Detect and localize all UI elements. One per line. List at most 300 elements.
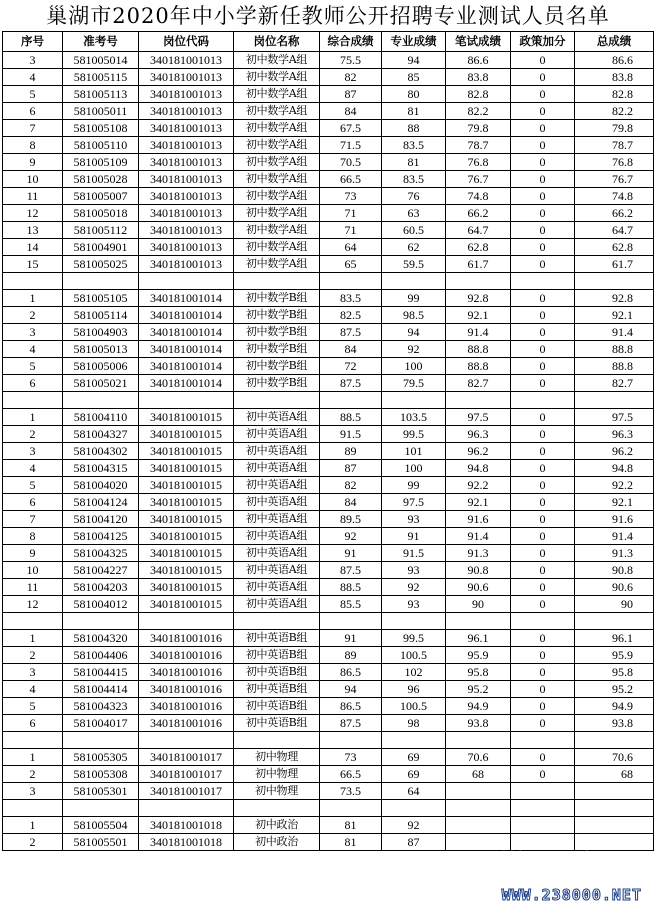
cell-policy: 0 [511,494,575,511]
cell-post-code: 340181001013 [139,239,234,256]
cell-composite: 88.5 [320,409,382,426]
cell-post-code: 340181001013 [139,188,234,205]
spacer-cell [575,392,654,409]
cell-written: 62.8 [446,239,511,256]
header-post-name: 岗位名称 [234,32,320,52]
cell-total: 76.7 [575,171,654,188]
cell-post-code: 340181001013 [139,222,234,239]
cell-post-name: 初中英语A组 [234,409,320,426]
cell-post-code: 340181001014 [139,307,234,324]
document-title: 巢湖市2020年中小学新任教师公开招聘专业测试人员名单 [46,4,610,28]
cell-seq: 3 [3,783,63,800]
cell-composite: 73 [320,749,382,766]
cell-exam-no: 581005006 [63,358,139,375]
cell-exam-no: 581004901 [63,239,139,256]
cell-post-code: 340181001015 [139,545,234,562]
cell-seq: 10 [3,171,63,188]
cell-post-name: 初中数学A组 [234,137,320,154]
cell-post-name: 初中数学A组 [234,239,320,256]
cell-total: 92.8 [575,290,654,307]
table-row [3,290,654,307]
cell-post-code: 340181001016 [139,647,234,664]
table-row [3,511,654,528]
cell-composite: 66.5 [320,766,382,783]
cell-post-name: 初中英语A组 [234,562,320,579]
cell-seq: 4 [3,460,63,477]
cell-seq: 2 [3,307,63,324]
cell-professional: 69 [382,766,446,783]
spacer-cell [139,732,234,749]
cell-professional: 76 [382,188,446,205]
spacer-cell [3,732,63,749]
cell-total: 95.8 [575,664,654,681]
header-written-score: 笔试成绩 [446,32,511,52]
cell-post-name: 初中英语A组 [234,579,320,596]
cell-professional: 92 [382,341,446,358]
cell-policy: 0 [511,222,575,239]
cell-post-name: 初中英语B组 [234,681,320,698]
group-spacer-row [3,392,654,409]
cell-professional: 69 [382,749,446,766]
spacer-cell [3,273,63,290]
group-spacer-row [3,732,654,749]
cell-post-code: 340181001015 [139,528,234,545]
cell-post-code: 340181001016 [139,698,234,715]
table-row [3,698,654,715]
cell-seq: 2 [3,766,63,783]
table-row [3,528,654,545]
cell-written: 74.8 [446,188,511,205]
cell-total: 82.7 [575,375,654,392]
cell-composite: 84 [320,341,382,358]
cell-professional: 100.5 [382,698,446,715]
cell-composite: 91.5 [320,426,382,443]
cell-professional: 97.5 [382,494,446,511]
spacer-cell [320,613,382,630]
cell-composite: 88.5 [320,579,382,596]
cell-written: 86.6 [446,52,511,69]
table-row [3,545,654,562]
cell-exam-no: 581005301 [63,783,139,800]
cell-professional: 64 [382,783,446,800]
cell-exam-no: 581005013 [63,341,139,358]
cell-seq: 6 [3,103,63,120]
table-row [3,443,654,460]
cell-post-code: 340181001013 [139,52,234,69]
cell-composite: 71.5 [320,137,382,154]
cell-policy: 0 [511,545,575,562]
spacer-cell [3,613,63,630]
cell-post-name: 初中数学A组 [234,69,320,86]
cell-total: 91.3 [575,545,654,562]
cell-post-name: 初中数学A组 [234,171,320,188]
cell-professional: 93 [382,562,446,579]
cell-total: 94.9 [575,698,654,715]
cell-written: 95.9 [446,647,511,664]
cell-total: 88.8 [575,358,654,375]
cell-total [575,817,654,834]
cell-total: 93.8 [575,715,654,732]
cell-post-code: 340181001015 [139,562,234,579]
cell-post-code: 340181001015 [139,426,234,443]
cell-total: 68 [575,766,654,783]
cell-composite: 66.5 [320,171,382,188]
table-row [3,256,654,273]
cell-post-name: 初中英语A组 [234,426,320,443]
cell-post-name: 初中物理 [234,783,320,800]
cell-post-code: 340181001015 [139,511,234,528]
header-policy-bonus: 政策加分 [511,32,575,52]
cell-professional: 98 [382,715,446,732]
table-row [3,630,654,647]
cell-post-name: 初中数学A组 [234,86,320,103]
cell-total: 96.3 [575,426,654,443]
cell-seq: 1 [3,409,63,426]
spacer-cell [446,273,511,290]
cell-total: 62.8 [575,239,654,256]
table-row [3,494,654,511]
spacer-cell [382,613,446,630]
cell-post-name: 初中数学B组 [234,341,320,358]
cell-composite: 81 [320,817,382,834]
cell-post-code: 340181001017 [139,766,234,783]
cell-policy: 0 [511,290,575,307]
cell-post-code: 340181001014 [139,290,234,307]
cell-exam-no: 581005110 [63,137,139,154]
forum-watermark [446,842,646,918]
cell-exam-no: 581005109 [63,154,139,171]
cell-exam-no: 581005014 [63,52,139,69]
spacer-cell [511,800,575,817]
table-row [3,120,654,137]
cell-written: 92.1 [446,307,511,324]
cell-written: 76.8 [446,154,511,171]
cell-written: 64.7 [446,222,511,239]
cell-total: 90.8 [575,562,654,579]
cell-professional: 81 [382,154,446,171]
cell-exam-no: 581004323 [63,698,139,715]
cell-policy: 0 [511,562,575,579]
cell-composite: 87.5 [320,375,382,392]
table-body [3,52,654,851]
spacer-cell [234,273,320,290]
cell-exam-no: 581005025 [63,256,139,273]
cell-composite: 83.5 [320,290,382,307]
spacer-cell [446,613,511,630]
cell-professional: 62 [382,239,446,256]
cell-professional: 100 [382,460,446,477]
cell-exam-no: 581004414 [63,681,139,698]
table-header-row [3,32,654,52]
cell-exam-no: 581004203 [63,579,139,596]
cell-seq: 4 [3,681,63,698]
cell-post-code: 340181001013 [139,86,234,103]
cell-written: 91.4 [446,324,511,341]
results-table [2,31,654,851]
cell-exam-no: 581005114 [63,307,139,324]
table-row [3,171,654,188]
spacer-cell [320,392,382,409]
cell-post-name: 初中数学B组 [234,290,320,307]
cell-professional: 102 [382,664,446,681]
cell-post-code: 340181001018 [139,817,234,834]
cell-post-code: 340181001016 [139,664,234,681]
spacer-cell [63,392,139,409]
cell-composite: 86.5 [320,698,382,715]
cell-exam-no: 581005018 [63,205,139,222]
cell-seq: 5 [3,698,63,715]
cell-exam-no: 581004227 [63,562,139,579]
cell-post-code: 340181001013 [139,69,234,86]
cell-post-code: 340181001014 [139,341,234,358]
cell-policy: 0 [511,307,575,324]
cell-exam-no: 581004124 [63,494,139,511]
spacer-cell [575,732,654,749]
cell-written: 66.2 [446,205,511,222]
cell-seq: 2 [3,834,63,851]
cell-composite: 73.5 [320,783,382,800]
cell-total: 64.7 [575,222,654,239]
cell-total: 83.8 [575,69,654,86]
cell-total: 96.1 [575,630,654,647]
cell-exam-no: 581004315 [63,460,139,477]
cell-exam-no: 581004302 [63,443,139,460]
cell-written: 82.2 [446,103,511,120]
cell-total: 82.8 [575,86,654,103]
spacer-cell [511,273,575,290]
cell-total: 74.8 [575,188,654,205]
cell-written: 90.8 [446,562,511,579]
table-row [3,239,654,256]
cell-composite: 75.5 [320,52,382,69]
cell-total: 66.2 [575,205,654,222]
cell-professional: 80 [382,86,446,103]
cell-post-name: 初中数学A组 [234,188,320,205]
spacer-cell [446,732,511,749]
cell-professional: 92 [382,579,446,596]
cell-post-name: 初中英语A组 [234,545,320,562]
table-row [3,69,654,86]
cell-written: 88.8 [446,358,511,375]
cell-composite: 87 [320,460,382,477]
cell-written: 61.7 [446,256,511,273]
cell-composite: 89 [320,647,382,664]
header-professional-score: 专业成绩 [382,32,446,52]
cell-post-code: 340181001018 [139,834,234,851]
cell-post-name: 初中英语A组 [234,511,320,528]
cell-post-name: 初中数学A组 [234,205,320,222]
cell-written: 96.1 [446,630,511,647]
cell-exam-no: 581004406 [63,647,139,664]
cell-post-name: 初中数学A组 [234,222,320,239]
cell-post-name: 初中英语B组 [234,630,320,647]
cell-composite: 84 [320,103,382,120]
cell-written: 92.1 [446,494,511,511]
cell-post-name: 初中英语B组 [234,664,320,681]
cell-seq: 6 [3,494,63,511]
spacer-cell [320,800,382,817]
spacer-cell [382,392,446,409]
cell-post-code: 340181001014 [139,324,234,341]
cell-professional: 92 [382,817,446,834]
cell-composite: 87.5 [320,562,382,579]
cell-written: 78.7 [446,137,511,154]
cell-professional: 85 [382,69,446,86]
cell-exam-no: 581005105 [63,290,139,307]
spacer-cell [139,800,234,817]
spacer-cell [511,613,575,630]
cell-post-code: 340181001016 [139,715,234,732]
cell-post-name: 初中数学A组 [234,256,320,273]
cell-exam-no: 581004017 [63,715,139,732]
cell-post-code: 340181001013 [139,154,234,171]
cell-post-name: 初中数学B组 [234,358,320,375]
cell-total: 79.8 [575,120,654,137]
cell-written: 92.2 [446,477,511,494]
spacer-cell [446,800,511,817]
cell-exam-no: 581005108 [63,120,139,137]
cell-seq: 9 [3,154,63,171]
cell-total: 61.7 [575,256,654,273]
cell-composite: 94 [320,681,382,698]
cell-policy: 0 [511,681,575,698]
cell-written: 92.8 [446,290,511,307]
spacer-cell [575,613,654,630]
cell-total: 90 [575,596,654,613]
cell-post-name: 初中英语B组 [234,698,320,715]
cell-policy: 0 [511,630,575,647]
cell-seq: 9 [3,545,63,562]
cell-post-name: 初中数学B组 [234,375,320,392]
cell-exam-no: 581004020 [63,477,139,494]
spacer-cell [139,613,234,630]
cell-policy: 0 [511,341,575,358]
cell-policy: 0 [511,426,575,443]
header-total-score: 总成绩 [575,32,654,52]
cell-seq: 1 [3,817,63,834]
cell-total: 92.2 [575,477,654,494]
cell-policy: 0 [511,171,575,188]
cell-written: 91.3 [446,545,511,562]
cell-seq: 3 [3,664,63,681]
cell-seq: 10 [3,562,63,579]
table-row [3,375,654,392]
cell-total: 76.8 [575,154,654,171]
cell-post-code: 340181001017 [139,783,234,800]
table-row [3,715,654,732]
table-row [3,766,654,783]
cell-post-name: 初中数学B组 [234,324,320,341]
group-spacer-row [3,613,654,630]
cell-seq: 2 [3,426,63,443]
cell-professional: 99.5 [382,630,446,647]
spacer-cell [511,732,575,749]
cell-exam-no: 581004110 [63,409,139,426]
cell-policy [511,817,575,834]
cell-post-name: 初中物理 [234,766,320,783]
cell-post-code: 340181001013 [139,256,234,273]
cell-seq: 7 [3,120,63,137]
cell-composite: 89 [320,443,382,460]
cell-post-code: 340181001013 [139,171,234,188]
cell-exam-no: 581004903 [63,324,139,341]
cell-composite: 64 [320,239,382,256]
cell-exam-no: 581005308 [63,766,139,783]
cell-exam-no: 581005021 [63,375,139,392]
cell-composite: 73 [320,188,382,205]
cell-post-code: 340181001016 [139,681,234,698]
watermark-logo-text: 巢湖论坛 [488,850,632,890]
cell-exam-no: 581004120 [63,511,139,528]
cell-composite: 91 [320,630,382,647]
cell-composite: 72 [320,358,382,375]
table-row [3,596,654,613]
cell-total: 94.8 [575,460,654,477]
table-row [3,103,654,120]
cell-policy: 0 [511,239,575,256]
cell-written: 83.8 [446,69,511,86]
cell-post-name: 初中数学B组 [234,307,320,324]
cell-professional: 91.5 [382,545,446,562]
cell-composite: 85.5 [320,596,382,613]
cell-policy: 0 [511,511,575,528]
cell-exam-no: 581005112 [63,222,139,239]
cell-composite: 84 [320,494,382,511]
cell-written: 68 [446,766,511,783]
cell-exam-no: 581005007 [63,188,139,205]
cell-post-code: 340181001015 [139,409,234,426]
cell-policy: 0 [511,460,575,477]
cell-seq: 5 [3,477,63,494]
table-row [3,307,654,324]
cell-policy: 0 [511,766,575,783]
cell-composite: 71 [320,205,382,222]
cell-total: 86.6 [575,52,654,69]
table-row [3,409,654,426]
table-row [3,460,654,477]
cell-professional: 87 [382,834,446,851]
cell-post-code: 340181001013 [139,137,234,154]
cell-written: 95.8 [446,664,511,681]
cell-composite: 82 [320,477,382,494]
cell-professional: 60.5 [382,222,446,239]
cell-professional: 101 [382,443,446,460]
spacer-cell [234,613,320,630]
group-spacer-row [3,273,654,290]
cell-exam-no: 581004125 [63,528,139,545]
spacer-cell [575,800,654,817]
spacer-cell [382,273,446,290]
cell-policy: 0 [511,698,575,715]
header-seq: 序号 [3,32,63,52]
cell-policy: 0 [511,409,575,426]
cell-exam-no: 581005504 [63,817,139,834]
cell-post-code: 340181001013 [139,103,234,120]
spacer-cell [382,800,446,817]
cell-composite: 82 [320,69,382,86]
cell-professional: 79.5 [382,375,446,392]
cell-seq: 13 [3,222,63,239]
cell-composite: 91 [320,545,382,562]
table-row [3,52,654,69]
table-row [3,341,654,358]
cell-composite: 87 [320,86,382,103]
cell-policy: 0 [511,528,575,545]
cell-professional: 100 [382,358,446,375]
cell-written: 93.8 [446,715,511,732]
cell-composite: 92 [320,528,382,545]
cell-written: 76.7 [446,171,511,188]
